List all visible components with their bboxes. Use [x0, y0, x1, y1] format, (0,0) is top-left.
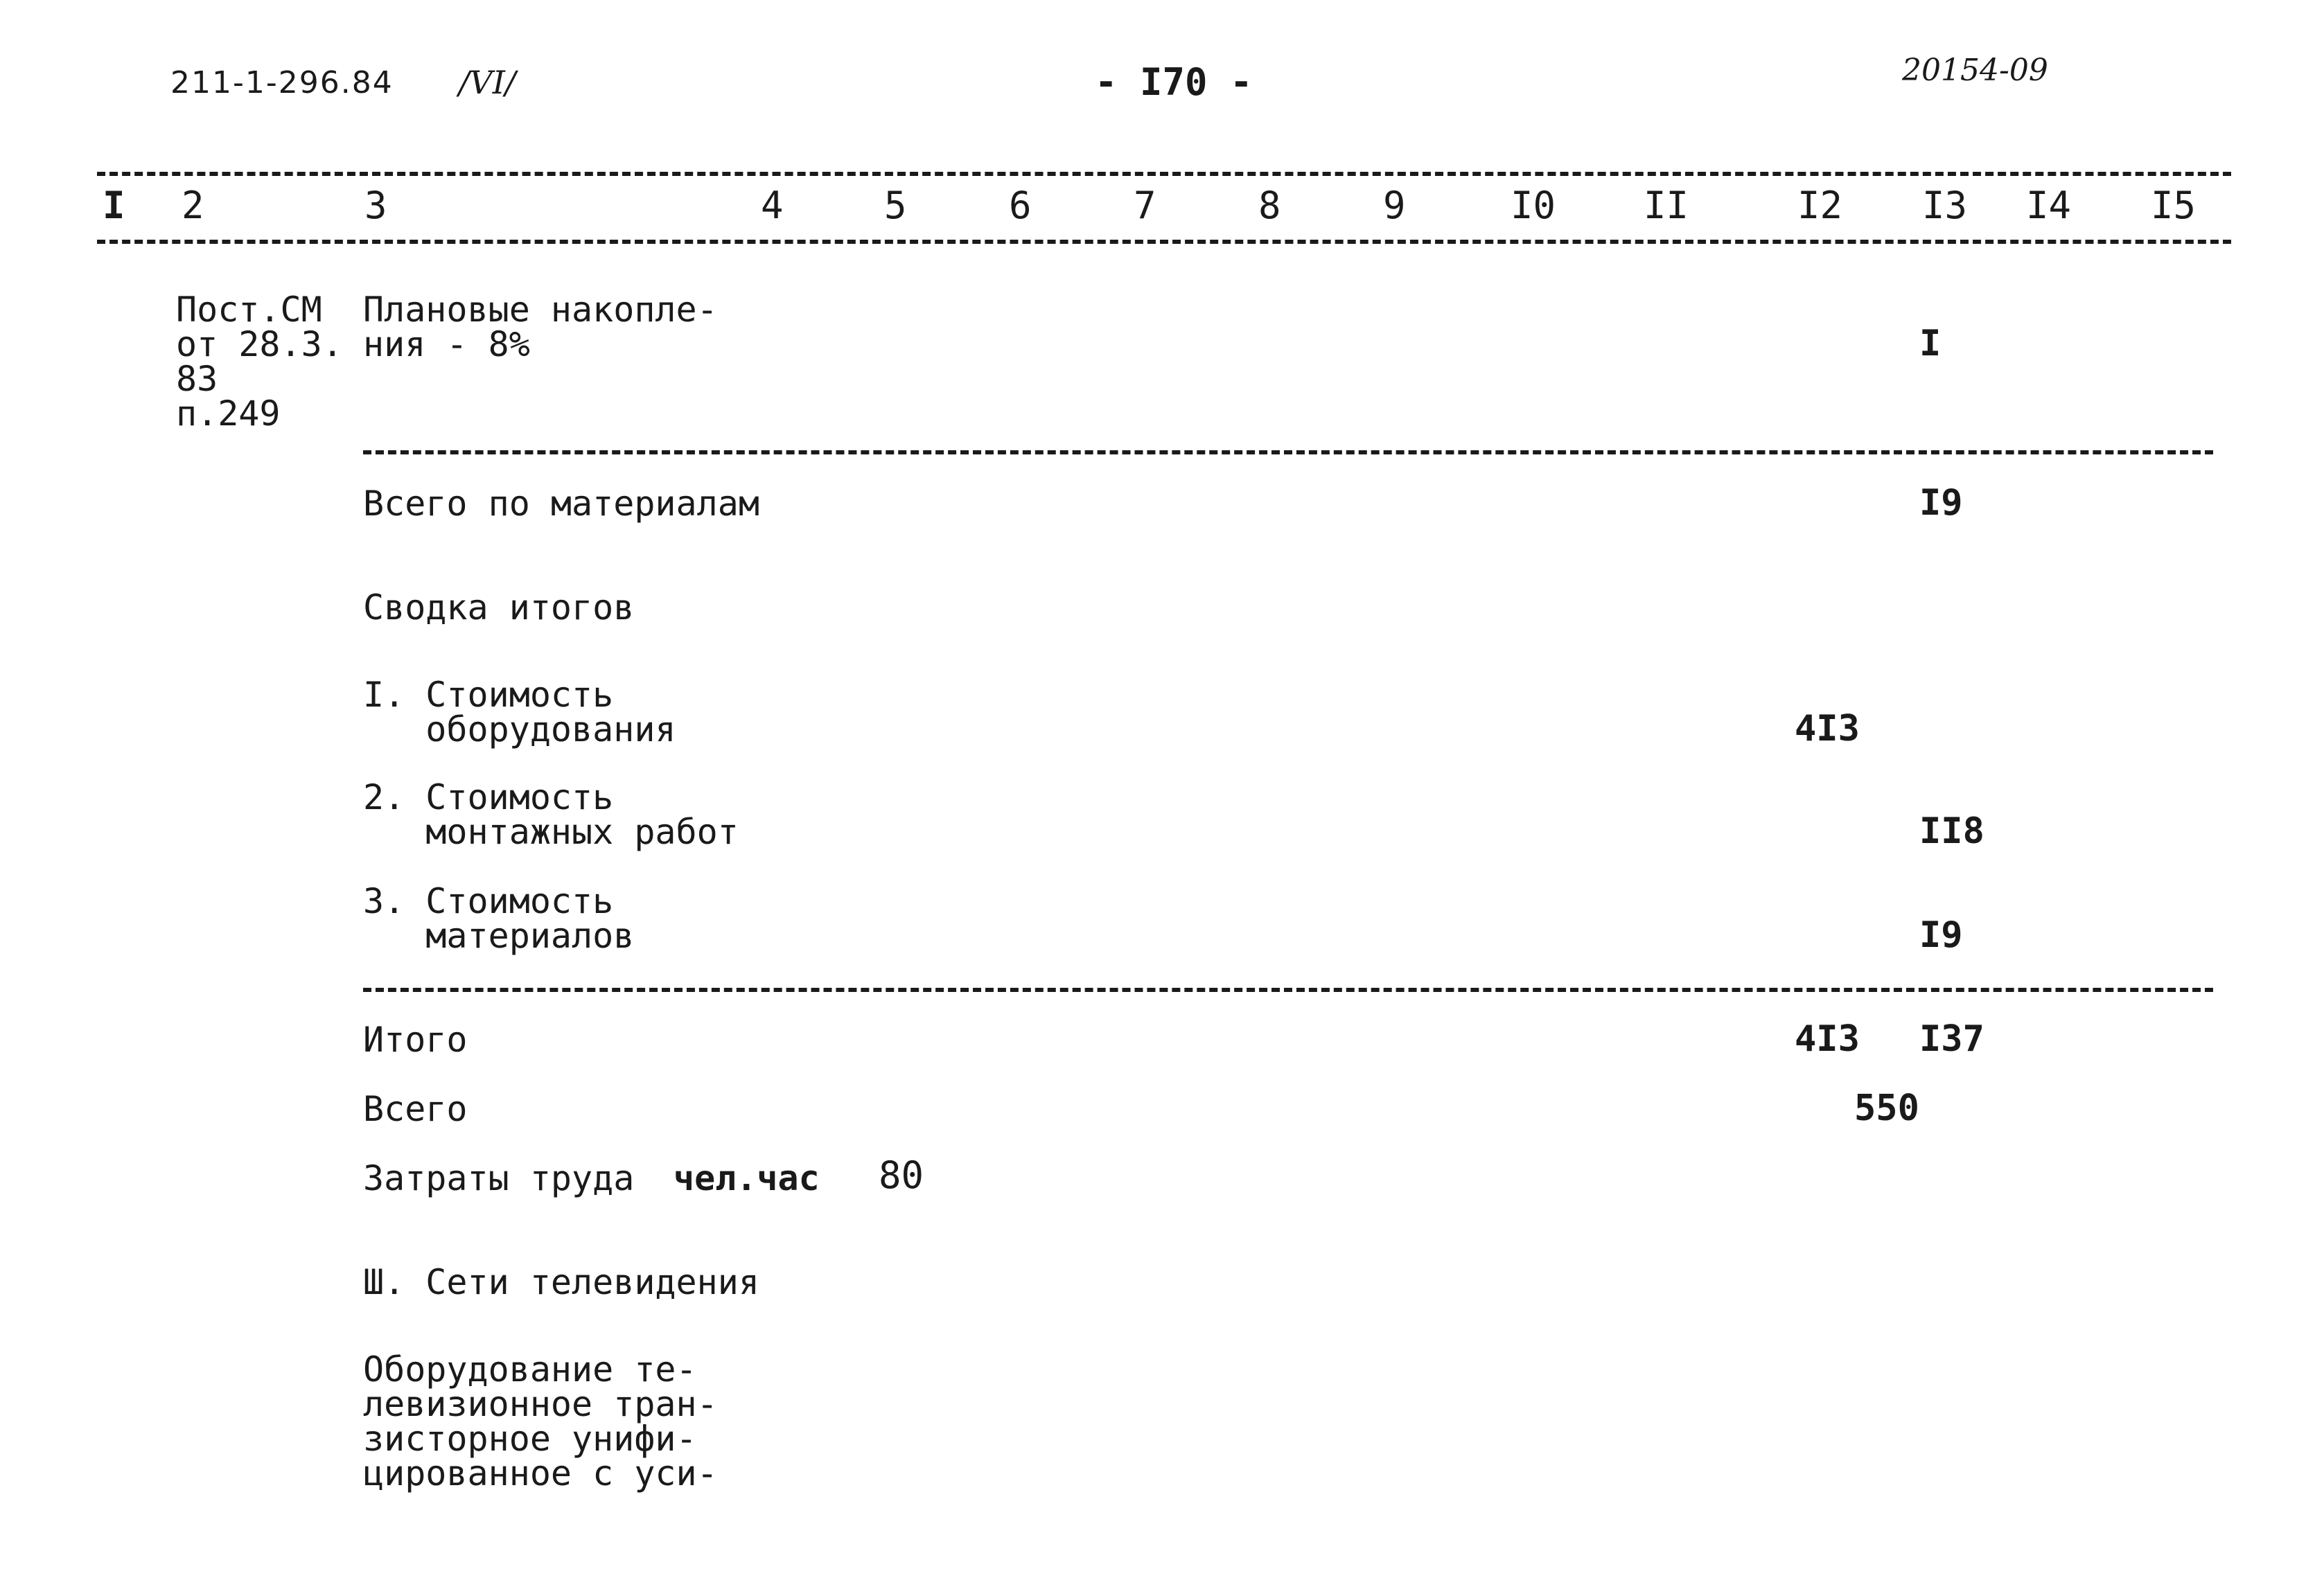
subtotal-c12-value: 4I3: [1795, 1018, 1860, 1060]
text-line: I. Стоимость: [363, 675, 614, 715]
labor-value: 80: [879, 1153, 924, 1197]
column-number-12: I2: [1797, 184, 1843, 227]
section-rule: [363, 450, 2213, 454]
doc-code: 211-1-296.84: [170, 65, 394, 100]
materials-label: [363, 881, 635, 956]
section-rule: [363, 988, 2213, 992]
subtotal-c13-value: I37: [1919, 1018, 1984, 1060]
page-number: - I70 -: [1095, 60, 1253, 104]
equipment-label: [363, 675, 676, 750]
column-number-1: I: [103, 184, 125, 227]
column-number-8: 8: [1258, 184, 1281, 227]
planned-savings-value: I: [1919, 323, 1942, 364]
column-number-9: 9: [1383, 184, 1406, 227]
column-number-2: 2: [182, 184, 204, 227]
labor-label: Затраты труда: [363, 1158, 635, 1198]
source-line: 83: [176, 359, 218, 399]
total-value: 550: [1854, 1088, 1919, 1129]
section-title: Ш. Сети телевидения: [363, 1262, 759, 1302]
column-number-14: I4: [2026, 184, 2072, 227]
installation-value: II8: [1919, 810, 1984, 852]
text-line: Плановые накопле-: [363, 290, 718, 330]
materials-total-label: Всего по материалам: [363, 484, 759, 524]
equipment-value: 4I3: [1795, 708, 1860, 750]
text-line: материалов: [363, 916, 635, 956]
planned-savings-label: [363, 292, 718, 362]
column-number-7: 7: [1134, 184, 1156, 227]
text-line: зисторное унифи-: [363, 1419, 697, 1459]
tv-equipment-label: [363, 1349, 718, 1493]
header-rule-bottom: [97, 240, 2231, 244]
header-rule-top: [97, 172, 2231, 176]
source-line: от 28.3.: [176, 324, 343, 364]
column-number-11: II: [1644, 184, 1689, 227]
column-number-5: 5: [884, 184, 907, 227]
text-line: цированное с уси-: [363, 1453, 718, 1493]
text-line: ния - 8%: [363, 324, 530, 364]
column-number-10: I0: [1511, 184, 1556, 227]
subtotal-label: Итого: [363, 1020, 468, 1060]
volume-mark: /VI/: [459, 64, 516, 101]
text-line: 2. Стоимость: [363, 777, 614, 817]
column-number-13: I3: [1922, 184, 1968, 227]
total-label: Всего: [363, 1089, 468, 1129]
source-line: Пост.СМ: [176, 290, 322, 330]
text-line: оборудования: [363, 709, 676, 750]
column-number-4: 4: [761, 184, 784, 227]
summary-title: Сводка итогов: [363, 587, 635, 628]
materials-value: I9: [1919, 914, 1963, 956]
text-line: 3. Стоимость: [363, 881, 614, 921]
installation-label: [363, 777, 739, 852]
source-line: п.249: [176, 393, 281, 434]
labor-unit: чел.час: [674, 1158, 820, 1198]
column-number-15: I5: [2151, 184, 2197, 227]
text-line: левизионное тран-: [363, 1384, 718, 1424]
text-line: монтажных работ: [363, 812, 739, 852]
column-number-6: 6: [1009, 184, 1032, 227]
materials-total-value: I9: [1919, 482, 1963, 524]
inventory-number: 20154-09: [1902, 53, 2048, 88]
source-reference: [176, 290, 343, 434]
column-number-3: 3: [364, 184, 387, 227]
text-line: Оборудование те-: [363, 1349, 697, 1390]
